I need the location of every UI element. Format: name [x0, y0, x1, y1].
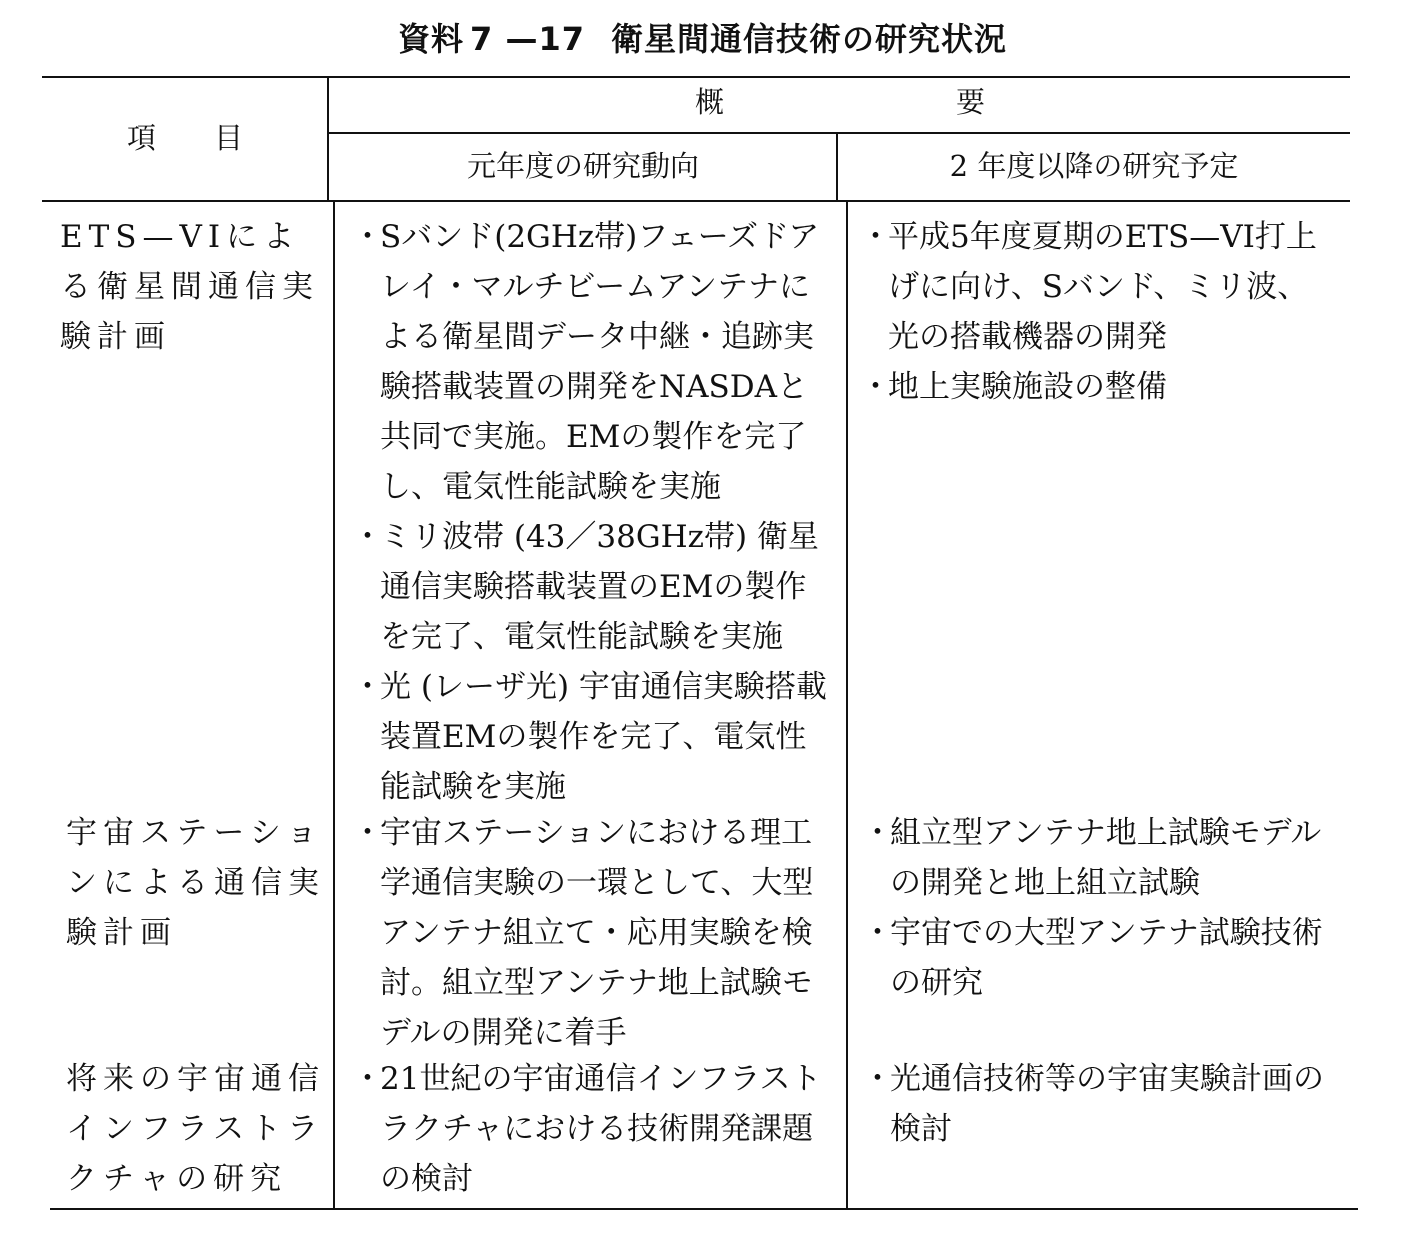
title-number: 7 —17: [470, 20, 585, 58]
row-1-current: [352, 212, 828, 812]
row-2-current: [352, 808, 828, 1058]
list-item-text: 宇宙での大型アンテナ試験技術の研究: [890, 915, 1323, 1001]
row-3-item: 将来の宇宙通信インフラストラクチャの研究: [66, 1061, 325, 1197]
row-1-item: ETS—VIによる衛星間通信実験計画: [60, 219, 319, 355]
list-item: ・ 平成5年度夏期のETS—VI打上げに向け、Sバンド、ミリ波、光の搭載機器の開発: [860, 219, 1317, 355]
column-divider-1-body: [333, 202, 335, 1208]
list-item: ・ 地上実験施設の整備: [860, 369, 1167, 405]
list-item-text: ミリ波帯 (43／38GHz帯) 衛星通信実験搭載装置のEMの製作を完了、電気性能試験を実施: [380, 519, 819, 655]
table-top-rule: [42, 76, 1350, 78]
table-bottom-rule: [50, 1208, 1358, 1210]
list-item-text: 光通信技術等の宇宙実験計画の検討: [890, 1061, 1324, 1147]
list-item: ・ Sバンド(2GHz帯)フェーズドアレイ・マルチビームアンテナによる衛星間データ中継・追跡実験搭載装置の開発をNASDAと共同で実施。EMの製作を完了し、電気性能試験を実施: [352, 219, 820, 505]
list-item: ・ 組立型アンテナ地上試験モデルの開発と地上組立試験: [862, 815, 1322, 901]
header-future: 2 年度以降の研究予定: [949, 149, 1239, 183]
list-item: ・ 光通信技術等の宇宙実験計画の検討: [862, 1061, 1324, 1147]
list-item-text: 平成5年度夏期のETS—VI打上げに向け、Sバンド、ミリ波、光の搭載機器の開発: [888, 219, 1317, 355]
row-3-future: [862, 1054, 1340, 1154]
list-item-text: 地上実験施設の整備: [888, 369, 1167, 405]
header-sub-rule: [328, 132, 1350, 134]
list-item-text: 21世紀の宇宙通信インフラストラクチャにおける技術開発課題の検討: [380, 1061, 822, 1197]
row-1-future: [860, 212, 1338, 412]
header-item: 項 目: [126, 121, 243, 155]
list-item: ・ 21世紀の宇宙通信インフラストラクチャにおける技術開発課題の検討: [352, 1061, 822, 1197]
list-item-text: 組立型アンテナ地上試験モデルの開発と地上組立試験: [890, 815, 1322, 901]
row-3-current: [352, 1054, 832, 1204]
list-item: ・ 宇宙ステーションにおける理工学通信実験の一環として、大型アンテナ組立て・応用実験を検討。組立型アンテナ地上試験モデルの開発に着手: [352, 815, 814, 1051]
title-prefix: 資料: [398, 20, 465, 58]
row-2-future: [862, 808, 1340, 1008]
title-text: 衛星間通信技術の研究状況: [610, 20, 1007, 58]
list-item: ・ ミリ波帯 (43／38GHz帯) 衛星通信実験搭載装置のEMの製作を完了、電気性能試験を実施: [352, 519, 819, 655]
list-item-text: 宇宙ステーションにおける理工学通信実験の一環として、大型アンテナ組立て・応用実験を検討。組立型アンテナ地上試験モデルの開発に着手: [380, 815, 814, 1051]
column-divider-2-body: [846, 202, 848, 1208]
page-title: [0, 14, 1405, 60]
list-item-text: Sバンド(2GHz帯)フェーズドアレイ・マルチビームアンテナによる衛星間データ中継・追跡実験搭載装置の開発をNASDAと共同で実施。EMの製作を完了し、電気性能試験を実施: [380, 219, 820, 505]
list-item: ・ 光 (レーザ光) 宇宙通信実験搭載装置EMの製作を完了、電気性能試験を実施: [352, 669, 827, 805]
list-item: ・ 宇宙での大型アンテナ試験技術の研究: [862, 915, 1323, 1001]
header-current: 元年度の研究動向: [466, 149, 699, 183]
header-bottom-rule: [42, 200, 1350, 202]
row-2-item: 宇宙ステーションによる通信実験計画: [66, 815, 325, 951]
header-overview: 概 要: [694, 85, 985, 119]
list-item-text: 光 (レーザ光) 宇宙通信実験搭載装置EMの製作を完了、電気性能試験を実施: [380, 669, 827, 805]
